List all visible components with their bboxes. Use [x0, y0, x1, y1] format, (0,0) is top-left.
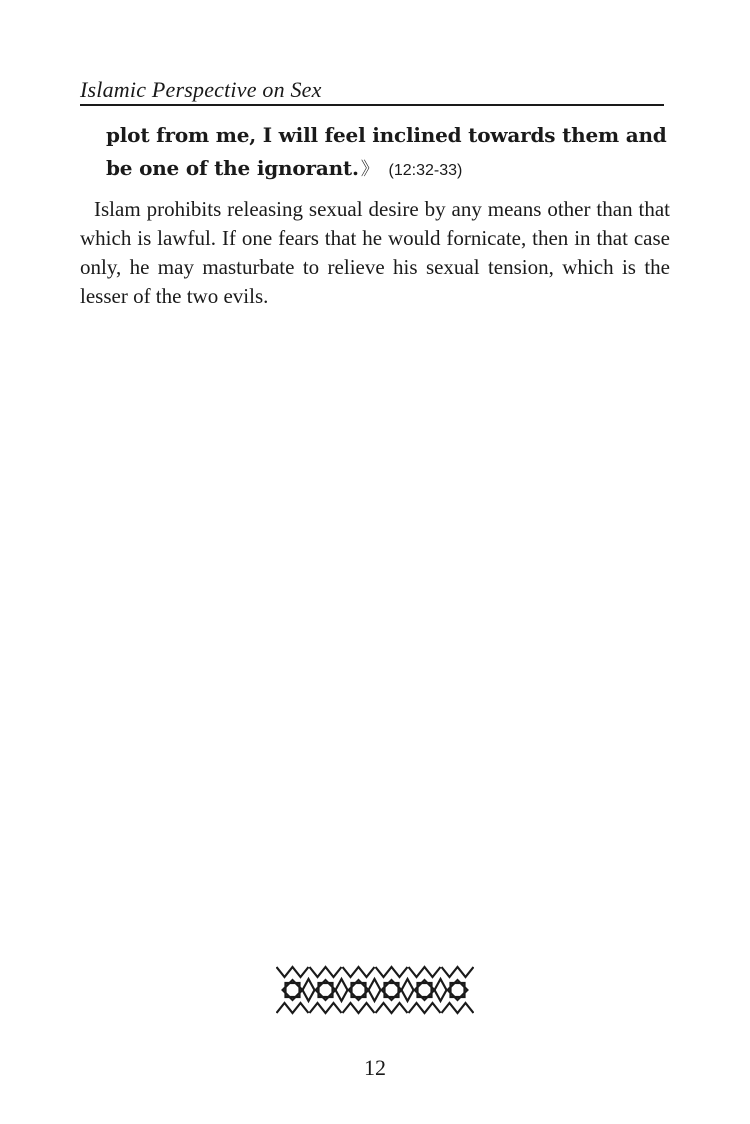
quran-quote	[106, 119, 672, 187]
running-title: Islamic Perspective on Sex	[80, 77, 322, 102]
geometric-ornament-icon	[276, 965, 474, 1015]
quote-text: plot from me, I will feel inclined towards them and be one of the ignorant.	[106, 123, 667, 180]
closing-bracket: 》	[360, 159, 379, 180]
body-paragraph: Islam prohibits releasing sexual desire by any means other than that which is lawful. If one fears that he would fornicate, then in that case only, he may masturbate to relieve his sexual tension, which is the lesser of the two evils.	[80, 197, 670, 308]
page-number: 12	[364, 1055, 386, 1080]
running-header	[80, 74, 664, 106]
quote-reference: (12:32-33)	[388, 162, 463, 179]
